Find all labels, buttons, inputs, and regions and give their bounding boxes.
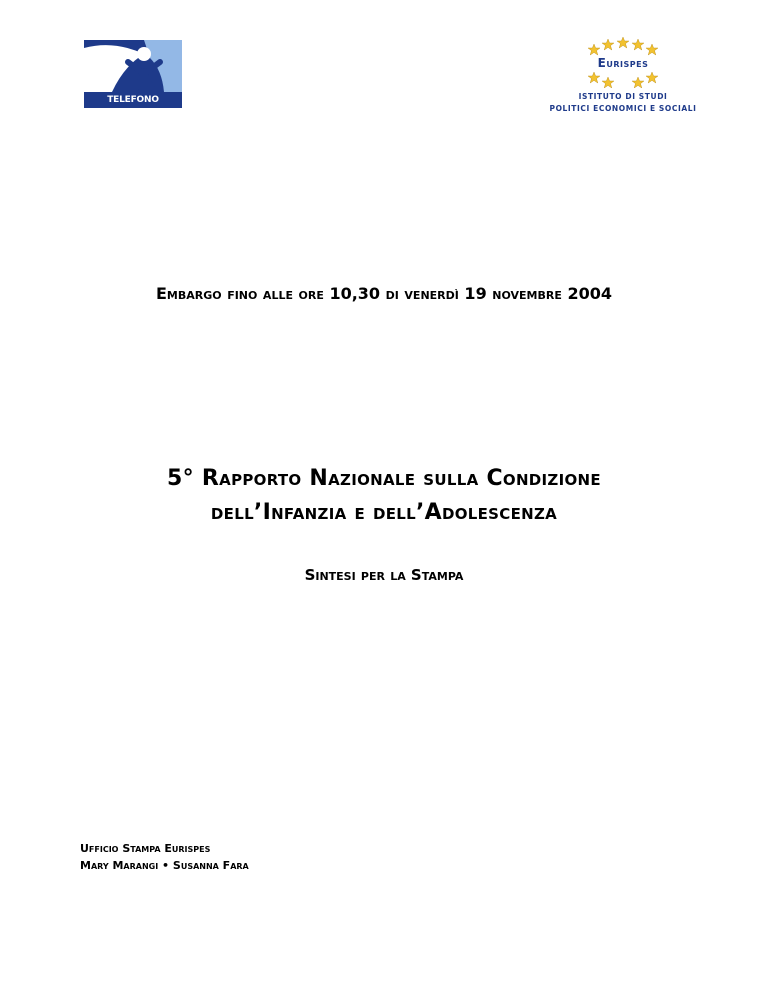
press-office: Ufficio Stampa Eurispes	[80, 842, 211, 855]
report-title-line2: dell’Infanzia e dell’Adolescenza	[210, 500, 558, 525]
eurispes-logo	[540, 36, 706, 116]
telefono-azzurro-logo	[84, 40, 182, 121]
telefono-azzurro-label: TELEFONO AZZURRO	[84, 92, 182, 108]
eurispes-subtitle-line2: POLITICI ECONOMICI E SOCIALI	[549, 104, 697, 113]
embargo-notice: Embargo fino alle ore 10,30 di venerdì 19 novembre 2004	[156, 284, 612, 303]
eurispes-name: Eurispes	[597, 56, 649, 70]
press-contacts: Mary Marangi • Susanna Fara	[80, 859, 249, 872]
report-subtitle: Sintesi per la Stampa	[304, 566, 464, 584]
eurispes-subtitle-line1: ISTITUTO DI STUDI	[578, 92, 668, 101]
telefono-azzurro-emblem-icon	[84, 40, 182, 92]
report-title-line1: 5° Rapporto Nazionale sulla Condizione	[167, 466, 601, 491]
